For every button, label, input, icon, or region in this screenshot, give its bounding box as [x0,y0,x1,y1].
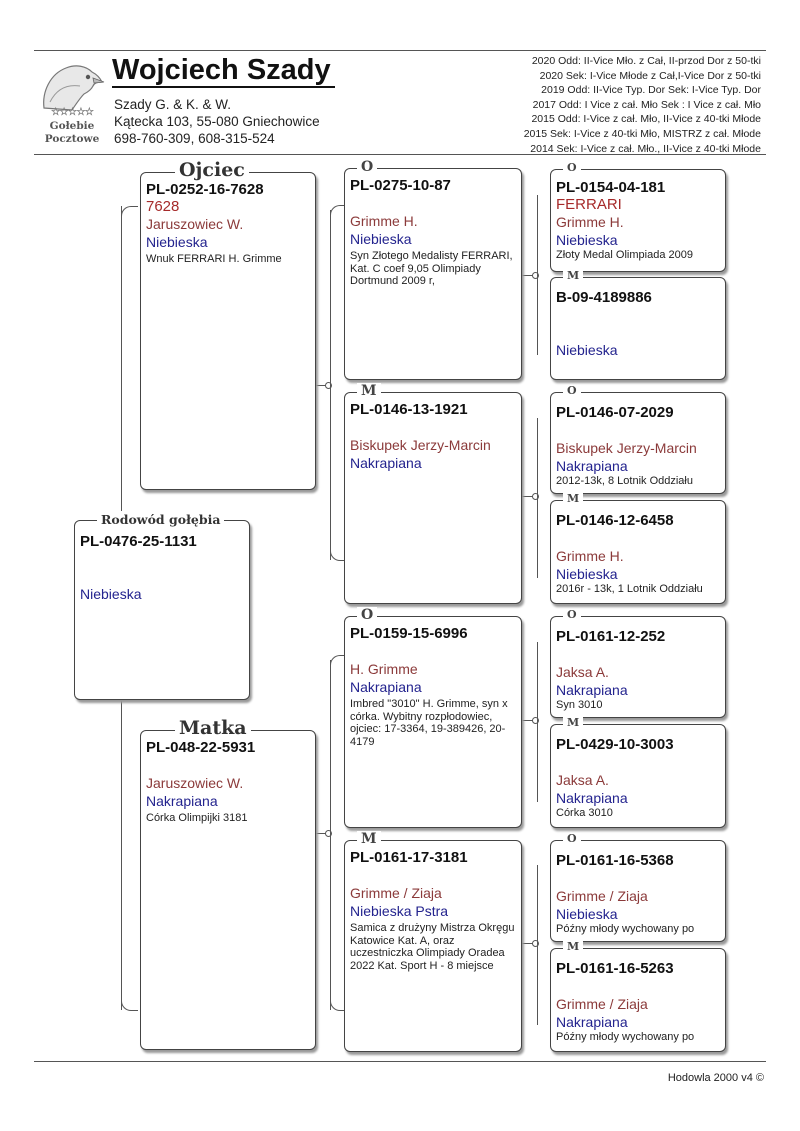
connector-curve [121,206,138,217]
grandparent-card[interactable] [344,607,522,828]
subject-ring: PL-0476-25-1131 [80,533,197,550]
great-grandparent-ring: PL-0154-04-181 [556,179,666,196]
grandparent-color: Nakrapiana [350,455,422,471]
great-grandparent-color: Niebieska [556,342,618,358]
great-grandparent-color: Nakrapiana [556,1014,628,1030]
great-grandparent-color: Nakrapiana [556,458,628,474]
great-grandparent-ring: PL-0429-10-3003 [556,736,674,753]
achievement-line: 2014 Sek: I-Vice z cał. Mło., II-Vice z 40-tki Młode [530,142,761,155]
connector-line [537,642,538,802]
address-line-1: Szady G. & K. & W. [114,97,232,112]
mother-ring: PL-048-22-5931 [146,739,256,756]
connector-line [330,210,331,560]
achievement-line: 2015 Sek: I-Vice z 40-tki Mło, MISTRZ z cał. Młode [523,127,761,140]
subject-pigeon-card[interactable] [74,512,250,700]
great-grandparent-breeder: Grimme H. [556,548,624,564]
mother-card[interactable] [140,717,316,1050]
achievements-list [524,54,761,156]
great-grandparent-card[interactable] [550,161,726,272]
great-grandparent-card[interactable] [550,940,726,1052]
sex-marker: M [563,717,583,729]
great-grandparent-card[interactable] [550,716,726,828]
sex-marker: M [563,270,583,282]
grandparent-card[interactable] [344,383,522,604]
logo-stars: ☆☆☆☆☆ [50,106,94,118]
footer-rule [34,1061,766,1062]
achievement-line: 2019 Odd: II-Vice Typ. Dor Sek: I-Vice Typ. Dor [541,84,761,97]
father-name: 7628 [146,198,180,215]
connector-line [121,700,122,1010]
grandparent-note: Samica z drużyny Mistrza Okręgu Katowice Kat. A, oraz uczestniczka Olimpiady Oradea 2022 Kat. Sport H - 8 miejsce [350,922,515,972]
great-grandparent-name: FERRARI [556,196,622,213]
grandparent-breeder: Biskupek Jerzy-Marcin [350,437,491,453]
great-grandparent-ring: PL-0146-07-2029 [556,404,674,421]
sex-marker: M [357,831,381,847]
subject-label: Rodowód gołębia [97,511,224,529]
grandparent-ring: PL-0275-10-87 [350,177,451,194]
father-ring: PL-0252-16-7628 [146,181,264,198]
mother-note: Córka Olimpijki 3181 [146,812,248,824]
logo-text-line2: Pocztowe [44,133,100,145]
achievement-line: 2015 Odd: I-Vice z cał. Mło, II-Vice z 40-tki Młode [531,113,761,126]
connector-curve [330,205,345,216]
address-line-2: Kątecka 103, 55-080 Gniechowice [114,114,320,129]
grandparent-breeder: Grimme H. [350,213,418,229]
address-line-3: 698-760-309, 608-315-524 [114,131,275,146]
father-card[interactable] [140,159,316,490]
connector-line [330,660,331,1010]
great-grandparent-note: Córka 3010 [556,807,613,819]
subject-color: Niebieska [80,586,142,602]
owner-name: Wojciech Szady [112,54,335,88]
sex-marker: O [357,159,377,175]
grandparent-card[interactable] [344,159,522,380]
achievement-line: 2020 Sek: I-Vice Młode z Cał,I-Vice Dor z 50-tki [539,69,761,82]
great-grandparent-color: Niebieska [556,232,618,248]
great-grandparent-note: Późny młody wychowany po [556,1031,695,1043]
mother-color: Nakrapiana [146,793,218,809]
great-grandparent-card[interactable] [550,269,726,380]
connector-curve [330,655,345,666]
sex-marker: M [563,941,583,953]
sex-marker: O [563,833,581,845]
grandparent-card[interactable] [344,831,522,1052]
sex-marker: O [563,162,581,174]
father-breeder: Jaruszowiec W. [146,216,244,232]
grandparent-color: Nakrapiana [350,679,422,695]
grandparent-note: Imbred "3010" H. Grimme, syn x córka. Wybitny rozpłodowiec, ojciec: 17-3364, 19-389426, 20-4179 [350,698,508,748]
great-grandparent-ring: B-09-4189886 [556,289,652,306]
great-grandparent-ring: PL-0161-16-5368 [556,852,674,869]
connector-line [537,418,538,578]
sex-marker: O [357,607,377,623]
grandparent-breeder: Grimme / Ziaja [350,885,442,901]
header-bottom-rule [34,154,766,155]
connector-curve [330,550,345,561]
grandparent-color: Niebieska Pstra [350,903,449,919]
grandparent-ring: PL-0146-13-1921 [350,401,468,418]
great-grandparent-breeder: Biskupek Jerzy-Marcin [556,440,697,456]
father-note: Wnuk FERRARI H. Grimme [146,253,282,265]
sex-marker: O [563,385,581,397]
great-grandparent-ring: PL-0161-16-5263 [556,960,674,977]
great-grandparent-breeder: Grimme / Ziaja [556,996,648,1012]
sex-marker: O [563,609,581,621]
great-grandparent-breeder: Jaksa A. [556,664,609,680]
great-grandparent-card[interactable] [550,384,726,494]
great-grandparent-ring: PL-0146-12-6458 [556,512,674,529]
sex-marker: M [563,493,583,505]
mother-label: Matka [175,719,251,737]
logo-text-line1: Gołebie [49,120,95,132]
connector-line [121,206,122,516]
grandparent-breeder: H. Grimme [350,661,418,677]
grandparent-note: Syn Złotego Medalisty FERRARI, Kat. C coef 9,05 Olimpiady Dortmund 2009 r, [350,250,513,287]
great-grandparent-card[interactable] [550,832,726,942]
connector-curve [121,1000,138,1011]
great-grandparent-breeder: Jaksa A. [556,772,609,788]
grandparent-color: Niebieska [350,231,412,247]
connector-line [537,195,538,355]
pigeon-logo [36,56,108,148]
great-grandparent-breeder: Grimme H. [556,214,624,230]
great-grandparent-ring: PL-0161-12-252 [556,628,666,645]
great-grandparent-card[interactable] [550,492,726,604]
header-top-rule [34,50,766,51]
grandparent-ring: PL-0161-17-3181 [350,849,468,866]
connector-line [537,865,538,1025]
great-grandparent-note: 2016r - 13k, 1 Lotnik Oddziału [556,583,703,595]
great-grandparent-color: Nakrapiana [556,790,628,806]
great-grandparent-note: Syn 3010 [556,699,603,711]
mother-breeder: Jaruszowiec W. [146,775,244,791]
father-label: Ojciec [175,161,249,179]
great-grandparent-card[interactable] [550,608,726,718]
owner-address [114,96,320,147]
great-grandparent-breeder: Grimme / Ziaja [556,888,648,904]
great-grandparent-note: Późny młody wychowany po [556,923,695,935]
grandparent-ring: PL-0159-15-6996 [350,625,468,642]
great-grandparent-note: Złoty Medal Olimpiada 2009 [556,249,693,261]
father-color: Niebieska [146,234,208,250]
great-grandparent-note: 2012-13k, 8 Lotnik Oddziału [556,475,693,487]
great-grandparent-color: Nakrapiana [556,682,628,698]
great-grandparent-color: Niebieska [556,566,618,582]
great-grandparent-color: Niebieska [556,906,618,922]
software-credit: Hodowla 2000 v4 © [667,1072,764,1084]
achievement-line: 2017 Odd: I Vice z cał. Mło Sek : I Vice z cał. Mło [532,98,761,111]
sex-marker: M [357,383,381,399]
connector-curve [330,1000,345,1011]
achievement-line: 2020 Odd: II-Vice Mło. z Cał, II-przod Dor z 50-tki [531,55,761,67]
